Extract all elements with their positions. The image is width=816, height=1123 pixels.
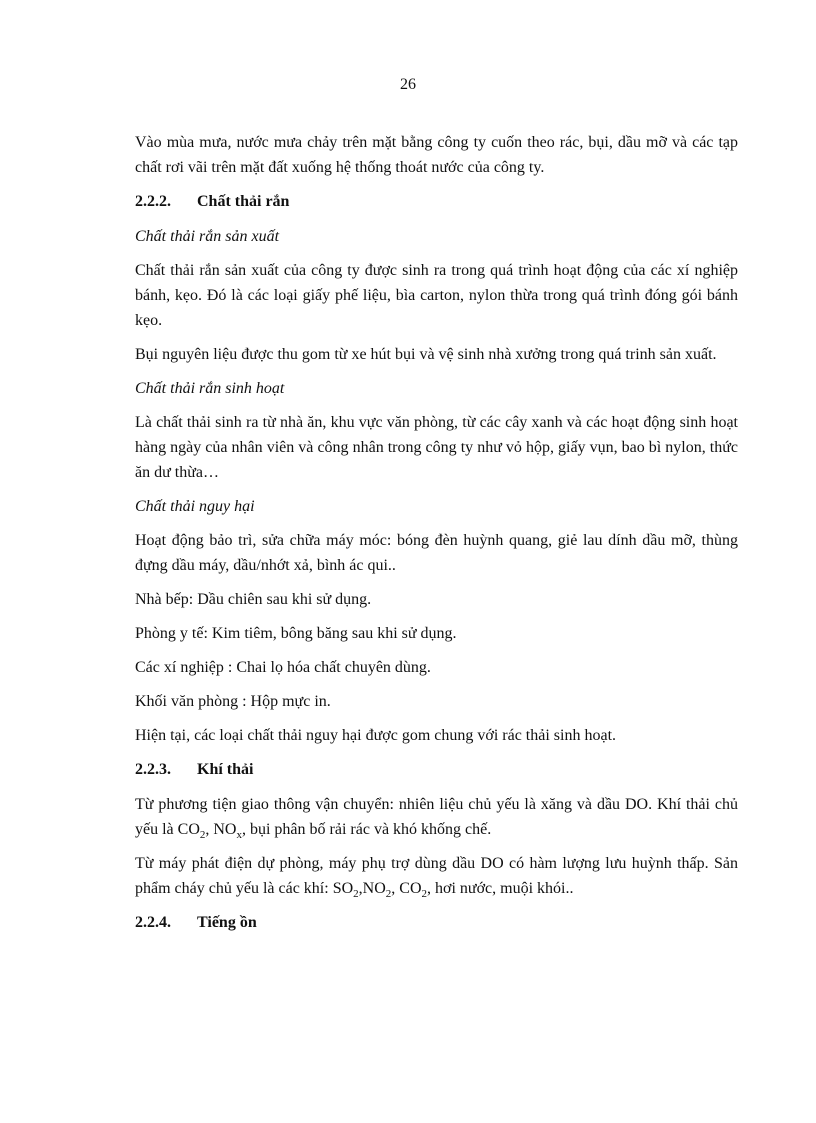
page-number: 26: [400, 76, 416, 93]
paragraph-factories: Các xí nghiệp : Chai lọ hóa chất chuyên dùng.: [135, 659, 431, 676]
section-number: 2.2.2.: [135, 193, 171, 210]
paragraph-medical-room: Phòng y tế: Kim tiêm, bông băng sau khi sử dụng.: [135, 625, 457, 642]
paragraph-production-waste: Chất thải rắn sản xuất của công ty được sinh ra trong quá trình hoạt động của các xí nghiệp bánh, kẹo. Đó là các loại giấy phế liệu, bìa carton, nylon thừa trong quá trình đóng gói bánh kẹo.: [135, 262, 738, 329]
document-body: [135, 130, 738, 945]
paragraph-current-status: Hiện tại, các loại chất thải nguy hại được gom chung với rác thải sinh hoạt.: [135, 727, 617, 744]
subheading-hazardous-waste: Chất thải nguy hại: [135, 498, 255, 515]
subheading-domestic-waste: Chất thải rắn sinh hoạt: [135, 380, 285, 397]
subheading-production-waste: Chất thải rắn sản xuất: [135, 228, 280, 245]
section-title: Chất thải rắn: [197, 193, 290, 210]
section-title: Tiếng ồn: [197, 914, 257, 931]
paragraph-kitchen: Nhà bếp: Dầu chiên sau khi sử dụng.: [135, 591, 372, 608]
paragraph-dust: Bụi nguyên liệu được thu gom từ xe hút bụi và vệ sinh nhà xưởng trong quá trinh sản xuất.: [135, 346, 717, 363]
paragraph-domestic-waste: Là chất thải sinh ra từ nhà ăn, khu vực văn phòng, từ các cây xanh và các hoạt động sinh hoạt hàng ngày của nhân viên và công nhân trong công ty như vỏ hộp, giấy vụn, bao bì nylon, thức ăn dư thừa…: [135, 414, 738, 481]
section-heading-2-2-4: [135, 910, 738, 935]
paragraph-vehicle-emissions: Từ phương tiện giao thông vận chuyển: nhiên liệu chủ yếu là xăng và dầu DO. Khí thải chủ yếu là $CO_2$, $NO_x$, bụi phân bố rải rác và khó khống chế.: [135, 796, 738, 841]
paragraph-maintenance: Hoạt động bảo trì, sửa chữa máy móc: bóng đèn huỳnh quang, giẻ lau dính dầu mỡ, thùng đựng dầu máy, dầu/nhớt xả, bình ác qui..: [135, 532, 738, 574]
paragraph-generator-emissions: Từ máy phát điện dự phòng, máy phụ trợ dùng dầu DO có hàm lượng lưu huỳnh thấp. Sản phẩm cháy chủ yếu là các khí: $SO_2,NO_2$, $CO_2$, hơi nước, muội khói..: [135, 855, 738, 900]
section-heading-2-2-3: [135, 757, 738, 782]
paragraph-office: Khối văn phòng : Hộp mực in.: [135, 693, 331, 710]
section-number: 2.2.3.: [135, 761, 171, 778]
section-heading-2-2-2: [135, 189, 738, 214]
paragraph-rainwater: Vào mùa mưa, nước mưa chảy trên mặt bằng công ty cuốn theo rác, bụi, dầu mỡ và các tạp chất rơi vãi trên mặt đất xuống hệ thống thoát nước của công ty.: [135, 134, 738, 176]
section-title: Khí thải: [197, 761, 254, 778]
section-number: 2.2.4.: [135, 914, 171, 931]
